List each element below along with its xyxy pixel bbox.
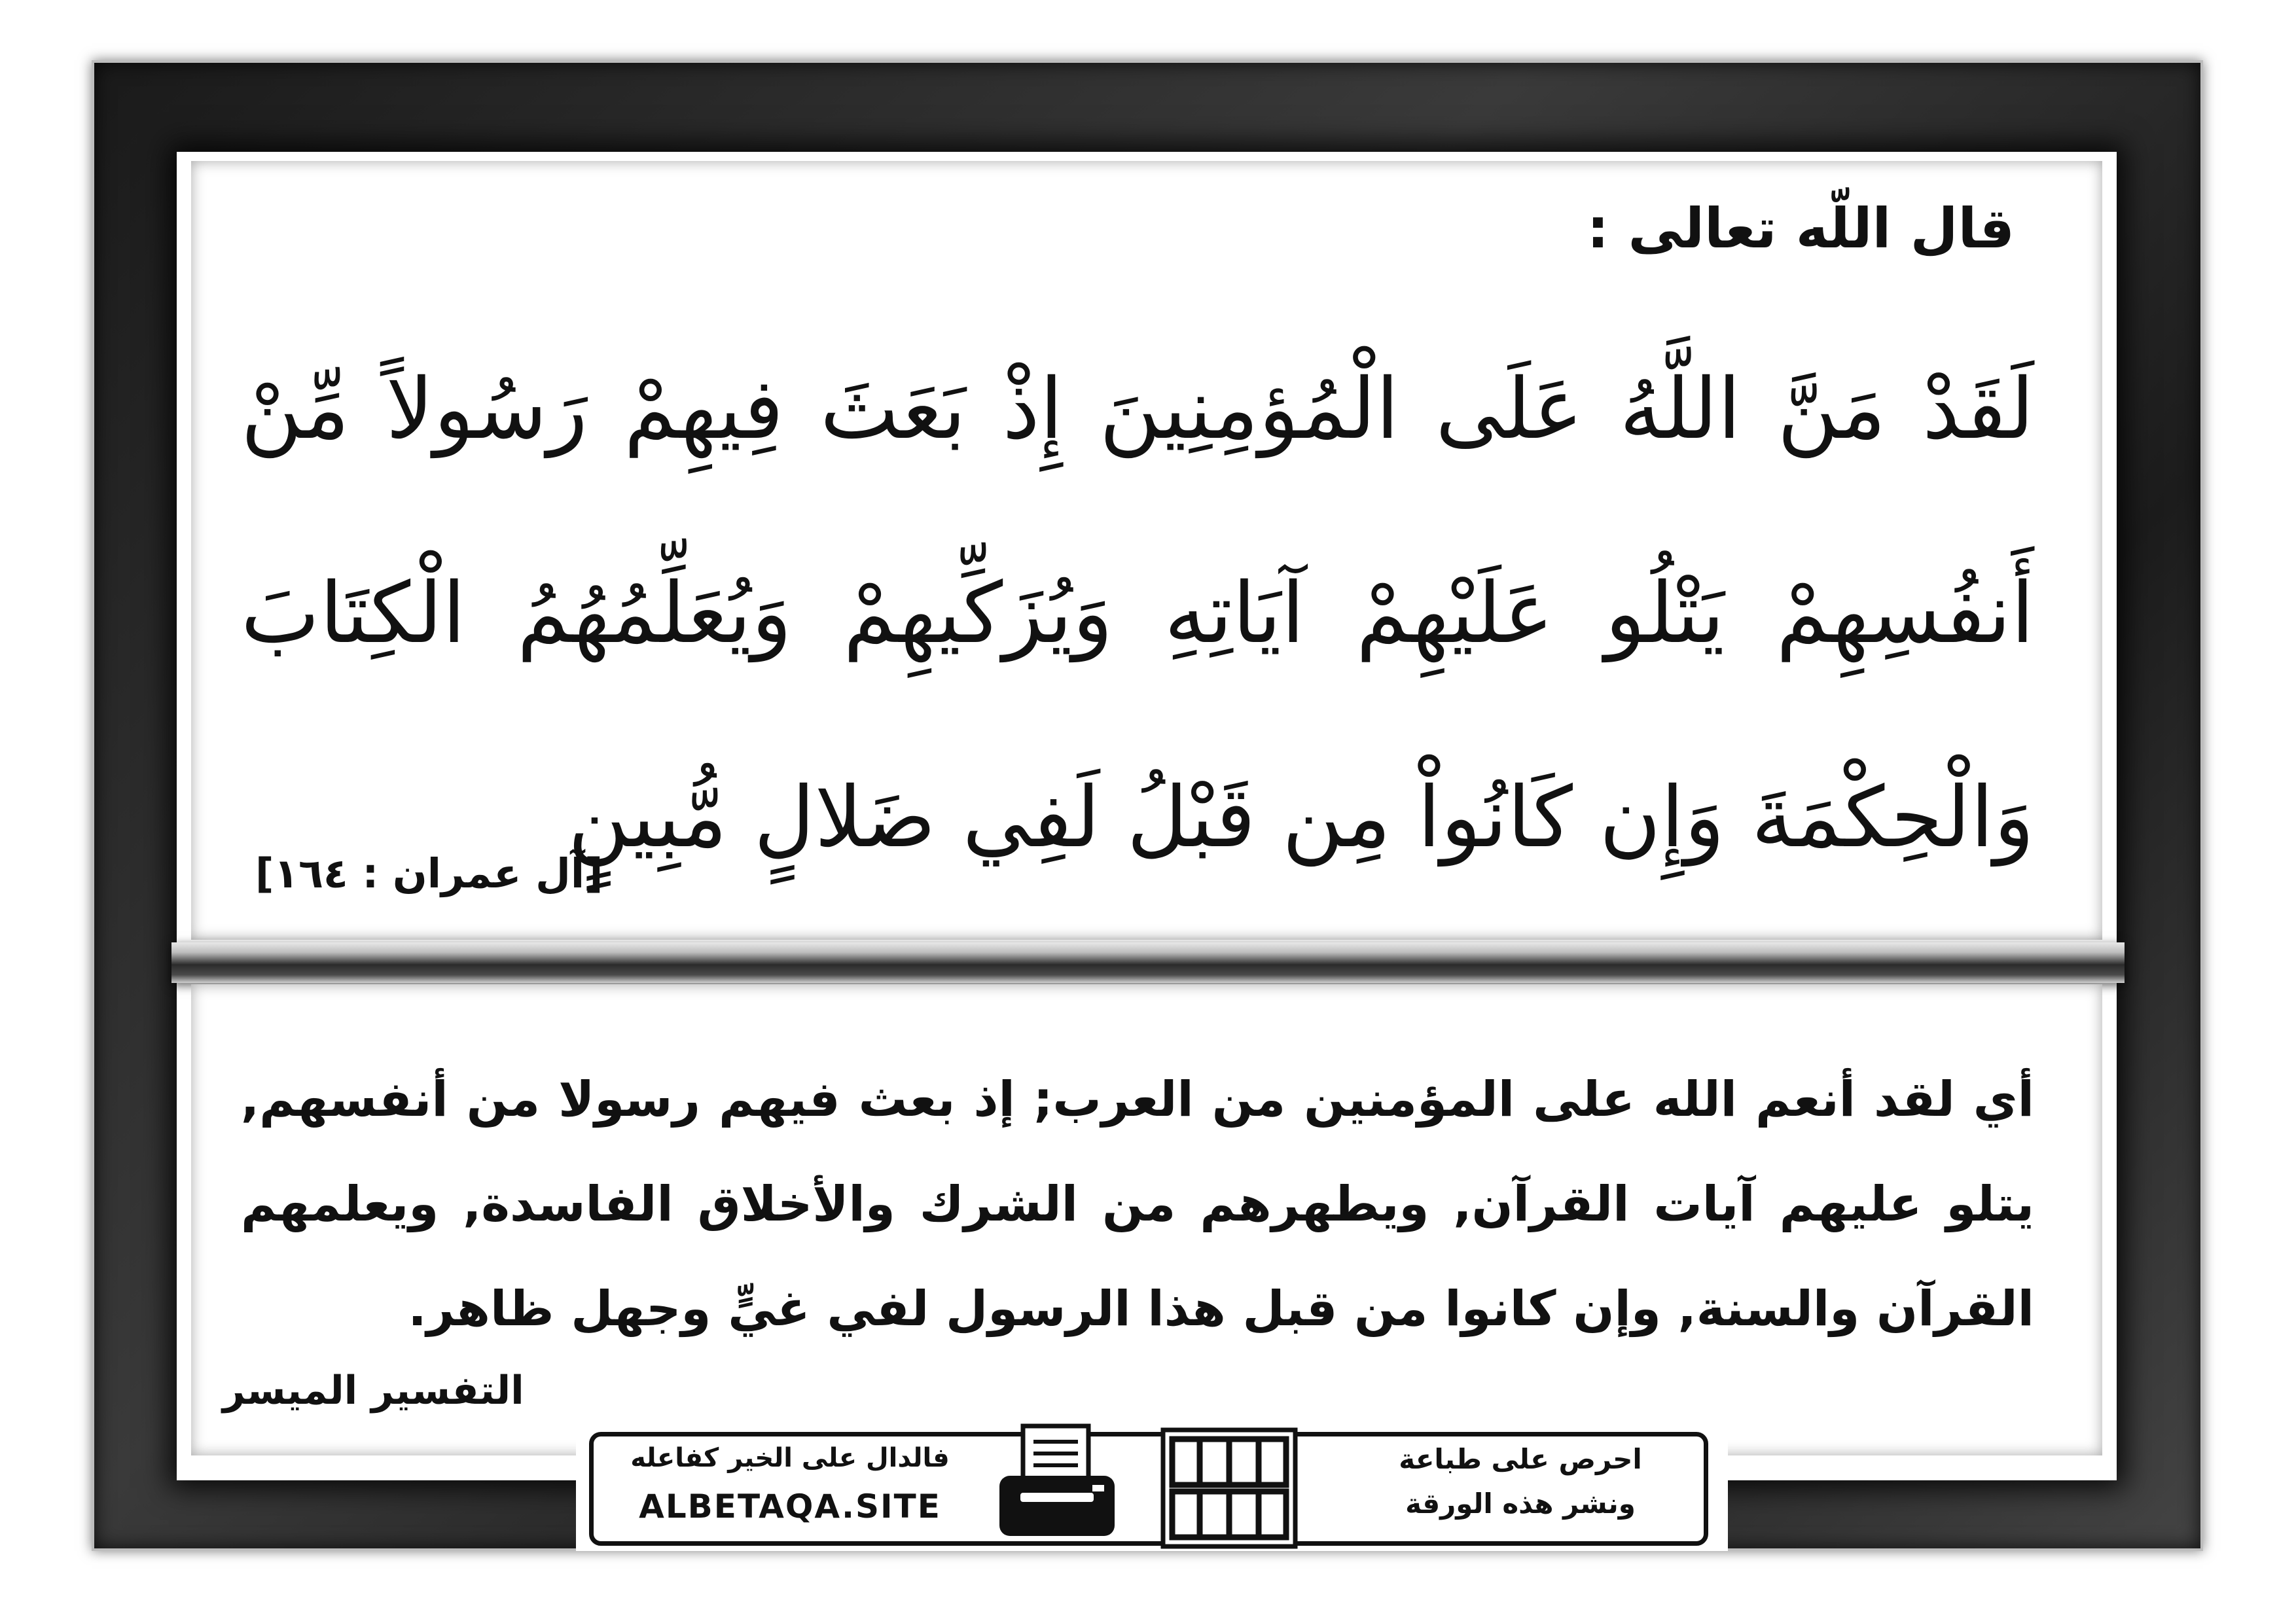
site-link[interactable]: ALBETAQA.SITE <box>639 1488 941 1525</box>
banner-right-line1: احرص على طباعة <box>1399 1443 1642 1475</box>
panel-divider <box>171 942 2125 983</box>
footer-banner <box>589 1432 1708 1546</box>
banner-right-line2: ونشر هذه الورقة <box>1405 1488 1636 1520</box>
verse-intro: قال اللّه تعالى : <box>1587 196 2015 260</box>
banner-site <box>594 1436 986 1541</box>
tafsir-source: التفسير الميسر <box>223 1368 524 1414</box>
banner-left-line1: فالدال على الخير كفاعله <box>630 1443 950 1473</box>
banner-print-note <box>1337 1436 1704 1541</box>
tafsir-text: أي لقد أنعم الله على المؤمنين من العرب; إذ بعث فيهم رسولا من أنفسهم, يتلو عليهم آيات القرآن, ويطهرهم من الشرك والأخلاق الفاسدة, ويعلمهم القرآن والسنة, وإن كانوا من قبل هذا الرسول لفي غيٍّ وجهل ظاهر. <box>241 1071 2034 1337</box>
printer-icon <box>994 1419 1125 1544</box>
seal-logo-graphic <box>1160 1427 1298 1549</box>
verse-reference: [آل عمران : ١٦٤] <box>255 849 603 897</box>
seal-logo <box>1160 1427 1298 1549</box>
quran-verse: لَقَدْ مَنَّ اللَّهُ عَلَى الْمُؤمِنِينَ إِذْ بَعَثَ فِيهِمْ رَسُولاً مِّنْ أَنفُسِهِمْ يَتْلُو عَلَيْهِمْ آيَاتِهِ وَيُزَكِّيهِمْ وَيُعَلِّمُهُمُ الْكِتَابَ وَالْحِكْمَةَ وَإِن كَانُواْ مِن قَبْلُ لَفِي ضَلالٍ مُّبِينٍ <box>241 361 2035 866</box>
